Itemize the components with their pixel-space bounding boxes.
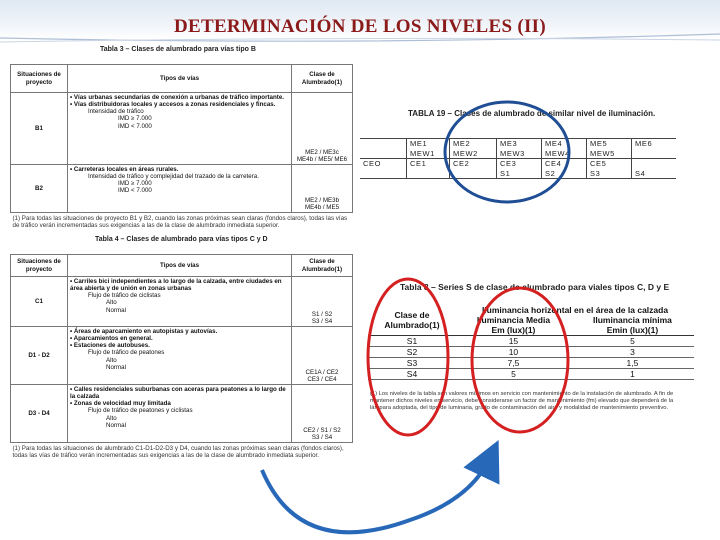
table19-cell: ME2 <box>450 139 497 149</box>
table4-c1-flow: Flujo de tráfico de ciclistas <box>88 292 161 300</box>
table4-d12-alto: Alto <box>106 356 117 364</box>
table19-cell: ME1 <box>407 139 450 149</box>
table4-d12-flow: Flujo de tráfico de peatones <box>88 349 165 357</box>
table19-cell: ME3 <box>497 139 542 149</box>
table3-b2-imd1: IMD ≥ 7.000 <box>118 180 152 188</box>
table3-b1-traffic: Intensidad de tráfico <box>88 108 144 116</box>
table3-b2-class2: ME4b / ME5 <box>304 203 340 211</box>
table4-header-roads: Tipos de vías <box>68 255 292 277</box>
table19-cell: S4 <box>632 169 677 179</box>
table4-header-class: Clase de Alumbrado(1) <box>292 255 353 277</box>
table4-c1-class2: S3 / S4 <box>311 317 333 325</box>
table4-d34-id: D3 - D4 <box>11 385 68 443</box>
table8-cell: 5 <box>456 369 571 380</box>
table3-b1-line2: • Vías distribuidoras locales y accesos a zonas residenciales y fincas. <box>70 101 276 109</box>
table4-d12-line1: • Áreas de aparcamiento en autopistas y autovías. <box>70 328 218 335</box>
table19-cell: MEW4 <box>542 149 587 159</box>
table8-cell: 15 <box>456 336 571 347</box>
table8-note: (1) Los niveles de la tabla son valores mínimos en servicio con mantenimiento de la instalación de alumbrado. A fin de mantener dichos niveles en servicio, debe considerarse un factor de mantenimiento (fm) elevado que dependerá de la lámpara adoptada, del tipo de luminaria, grado de contaminación del aire y modalidad de mantenimiento preventivo. <box>370 391 674 411</box>
table4-d34-class1: CE2 / S1 / S2 <box>303 426 341 434</box>
table19-cell: CE4 <box>542 159 587 169</box>
table4-c1-id: C1 <box>11 277 68 327</box>
table19-cell: MEW2 <box>450 149 497 159</box>
table8-header-min: Iluminancia mínima <box>592 315 672 325</box>
table8-header-group: Iluminancia horizontal en el área de la calzada <box>481 305 669 315</box>
table3-b1-class1: ME2 / ME3c <box>305 148 339 156</box>
slide-title: DETERMINACIÓN DE LOS NIVELES (II) <box>173 16 547 37</box>
table3-b1-imd1: IMD ≥ 7.000 <box>118 115 152 123</box>
table4-c1-normal: Normal <box>106 306 126 314</box>
table19-cell: ME6 <box>632 139 677 149</box>
table4-d34-flow: Flujo de tráfico de peatones y ciclistas <box>88 407 193 415</box>
table4-d34-alto: Alto <box>106 414 117 422</box>
table4-d12-class2: CE3 / CE4 <box>307 375 337 383</box>
table8-cell: S3 <box>368 358 456 369</box>
table19-cell: S1 <box>497 169 542 179</box>
table3-note: (1) Para todas las situaciones de proyecto B1 y B2, cuando las zonas próximas sean claras (fondos claros), todas las vías de tráfico verán incrementadas sus exigencias a las de la clase de alumbrado inmediata superior. <box>12 215 348 230</box>
table3-b1-id: B1 <box>11 93 68 165</box>
table8-cell: S1 <box>368 336 456 347</box>
table8-cell: S4 <box>368 369 456 380</box>
table4-d12-line3: • Estaciones de autobuses. <box>70 342 150 350</box>
table8-cell: 7,5 <box>456 358 571 369</box>
blue-circle-highlight <box>445 102 569 202</box>
table4-c1-alto: Alto <box>106 299 117 307</box>
table8-cell: 10 <box>456 347 571 358</box>
table19-rowhead: CEO <box>360 159 407 169</box>
table8-header-mean-unit: Em (lux)(1) <box>456 325 571 336</box>
table4-d12-line2: • Aparcamientos en general. <box>70 335 153 343</box>
table8-header-mean: Iluminancia Media <box>476 315 551 325</box>
table3-b1-class2: ME4b / ME5/ ME6 <box>296 155 348 163</box>
table4-d12-class1: CE1A / CE2 <box>305 368 339 376</box>
table3-caption: Tabla 3 – Clases de alumbrado para vías tipo B <box>100 46 256 53</box>
curved-arrow <box>262 458 490 532</box>
table3-b2-line2: Intensidad de tráfico y complejidad del trazado de la carretera. <box>88 173 259 181</box>
table4-d12-normal: Normal <box>106 363 126 371</box>
table4-c1-line1: • Carriles bici independientes a lo largo de la calzada, entre ciudades en área abierta y de unión en zonas urbanas <box>70 278 282 293</box>
table4-header-situation: Situaciones de proyecto <box>11 255 68 277</box>
table3-b2-class1: ME2 / ME3b <box>304 196 340 204</box>
table8-cell: 1 <box>571 369 694 380</box>
table4-d34-class2: S3 / S4 <box>311 433 333 441</box>
table4-d12-id: D1 - D2 <box>11 327 68 385</box>
table8-cell: S2 <box>368 347 456 358</box>
table3-header-roads: Tipos de vías <box>68 65 292 93</box>
table19-cell: CE1 <box>407 159 450 169</box>
table19-caption: TABLA 19 – Clases de alumbrado de similar nivel de iluminación. <box>408 109 656 118</box>
table8-header-class: Clase de Alumbrado(1) <box>368 305 456 336</box>
table8-cell: 1,5 <box>571 358 694 369</box>
table19-cell: MEW1 <box>407 149 450 159</box>
table3-b2-imd2: IMD < 7.000 <box>118 187 152 195</box>
table3-b1-line1: • Vías urbanas secundarias de conexión a urbanas de tráfico importante. <box>70 94 284 101</box>
red-circle-class <box>368 279 448 435</box>
table8-header-min-unit: Emin (lux)(1) <box>571 325 694 336</box>
table4-d34-line1: • Calles residenciales suburbanas con aceras para peatones a lo largo de la calzada <box>70 386 286 401</box>
table8-caption: Tabla 8 – Series S de clase de alumbrado para viales tipos C, D y E <box>400 282 670 292</box>
table3-b2-id: B2 <box>11 165 68 213</box>
table19-cell: CE3 <box>497 159 542 169</box>
table19-cell: CE2 <box>450 159 497 169</box>
table4-note: (1) Para todas las situaciones de alumbrado C1-D1-D2-D3 y D4, cuando las zonas próximas sean claras (fondos claros), todas las vías de tráfico verán incrementadas sus exigencias a las de la clase de alumbrado inmediata superior. <box>12 445 344 460</box>
table19-cell: S3 <box>587 169 632 179</box>
table3-b1-imd2: IMD < 7.000 <box>118 122 152 130</box>
table3-b2-line1: • Carreteras locales en áreas rurales. <box>70 166 179 173</box>
table8-cell: 5 <box>571 336 694 347</box>
table19-cell: CE5 <box>587 159 632 169</box>
table19-cell: MEW3 <box>497 149 542 159</box>
table3-header-class: Clase de Alumbrado(1) <box>292 65 353 93</box>
table4-d34-normal: Normal <box>106 421 126 429</box>
table19-cell: MEW5 <box>587 149 632 159</box>
red-circle-mean <box>472 288 568 432</box>
table19-cell: ME4 <box>542 139 587 149</box>
table3-header-situation: Situaciones de proyecto <box>11 65 68 93</box>
table19-cell: S2 <box>542 169 587 179</box>
table4-d34-line2: • Zonas de velocidad muy limitada <box>70 400 171 408</box>
table8-cell: 3 <box>571 347 694 358</box>
table4-caption: Tabla 4 – Clases de alumbrado para vías tipos C y D <box>95 236 268 243</box>
table19-cell: ME5 <box>587 139 632 149</box>
table4-c1-class1: S1 / S2 <box>311 310 333 318</box>
